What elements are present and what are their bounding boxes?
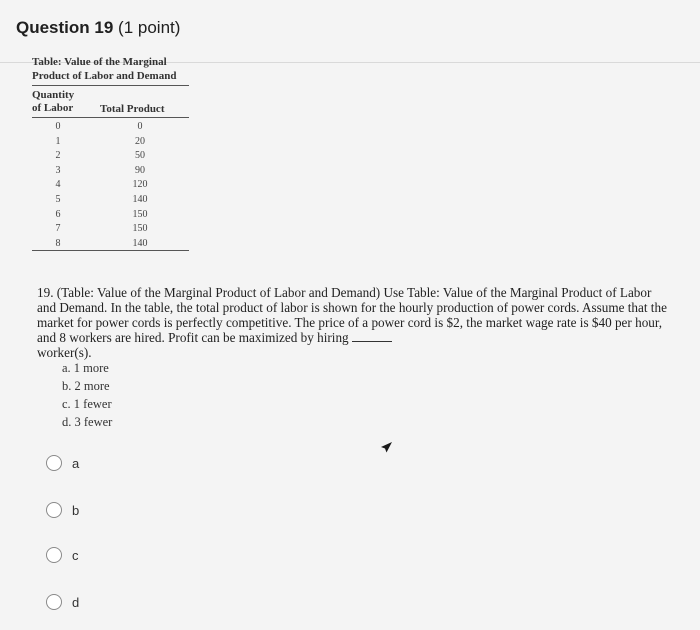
radio-button-a[interactable]: [46, 455, 62, 471]
table-cell-product: 90: [135, 164, 145, 176]
column-header-labor-line2: of Labor: [32, 102, 74, 114]
answer-label-c: c: [72, 547, 79, 563]
answer-label-d: d: [72, 594, 80, 610]
table-caption-line1: Table: Value of the Marginal: [32, 56, 167, 68]
choice-text-b: b. 2 more: [62, 379, 110, 393]
table-bottom-rule: [32, 250, 189, 251]
question-header: [0, 0, 700, 63]
table-cell-product: 0: [137, 121, 143, 132]
table-cell-labor: 4: [55, 179, 61, 191]
radio-button-d[interactable]: [46, 594, 62, 610]
question-number: Question 19: [16, 18, 114, 37]
column-header-labor-line1: Quantity: [32, 89, 75, 101]
table-cell-labor: 2: [55, 150, 61, 162]
table-cell-labor: 5: [55, 194, 61, 205]
column-header-product: Total Product: [100, 103, 165, 115]
mouse-pointer-icon: [378, 440, 394, 456]
table-cell-product: 150: [132, 208, 148, 220]
table-top-rule: [32, 85, 189, 86]
choice-text-a: a. 1 more: [62, 361, 109, 375]
question-body: 19. (Table: Value of the Marginal Product of Labor and Demand) Use Table: Value of the Marginal Product of Labor and Demand. In the table, the total product of labor is shown for the hourly production of power cords. Assume that the market for power cords is perfectly competitive. The price of a power cord is $2, the market wage rate is $40 per hour, and 8 workers are hired. Profit can be maximized by hiring: [37, 285, 667, 345]
table-cell-product: 150: [132, 223, 148, 235]
table-cell-labor: 0: [55, 121, 61, 132]
question-title: [16, 18, 180, 38]
table-cell-product: 20: [135, 135, 145, 147]
question-points: (1 point): [118, 18, 181, 37]
choice-text-d: d. 3 fewer: [62, 415, 113, 429]
table-caption-line2: Product of Labor and Demand: [32, 70, 177, 82]
table-cell-product: 140: [132, 237, 148, 249]
answer-option-a[interactable]: [46, 455, 79, 471]
answer-blank: [352, 331, 392, 342]
table-cell-labor: 7: [55, 223, 61, 235]
radio-button-c[interactable]: [46, 547, 62, 563]
table-cell-product: 120: [132, 179, 148, 191]
table-header-rule: [32, 117, 189, 118]
table-caption: [32, 55, 202, 83]
answer-option-b[interactable]: [46, 502, 79, 518]
table-cell-product: 50: [135, 150, 145, 162]
answer-option-c[interactable]: [46, 547, 79, 563]
column-header-labor: [32, 89, 74, 115]
answer-label-a: a: [72, 455, 80, 471]
choice-text-c: c. 1 fewer: [62, 397, 112, 411]
table-cell-labor: 6: [55, 208, 61, 220]
table-cell-labor: 3: [55, 164, 61, 176]
question-tail: worker(s).: [37, 345, 92, 360]
table-cell-product: 140: [132, 194, 148, 205]
table-cell-labor: 1: [55, 135, 61, 147]
answer-option-d[interactable]: [46, 594, 79, 610]
radio-button-b[interactable]: [46, 502, 62, 518]
answer-label-b: b: [72, 502, 80, 518]
question-text: [37, 285, 667, 360]
table-cell-labor: 8: [55, 237, 61, 249]
